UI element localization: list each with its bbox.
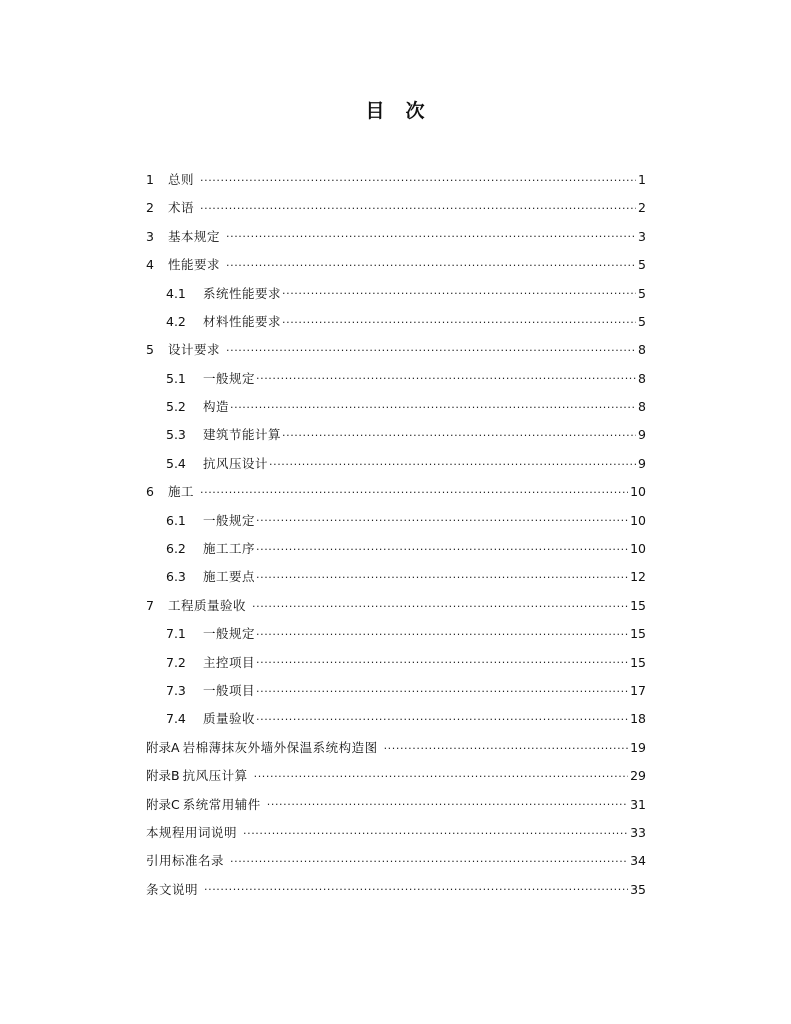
toc-entry-title: 岩棉薄抹灰外墙外保温系统构造图 [182, 739, 378, 755]
toc-entry-title: 系统性能要求 [203, 285, 282, 301]
toc-entry-page-number: 8 [638, 342, 646, 358]
toc-entry[interactable] [146, 194, 646, 222]
toc-entry-page-number: 29 [630, 768, 646, 784]
toc-entry-title: 施工工序 [203, 541, 256, 557]
toc-entry-title: 设计要求 [168, 342, 221, 358]
toc-entry-title: 一般项目 [203, 682, 256, 698]
toc-entry[interactable] [146, 251, 646, 279]
toc-entry[interactable] [146, 791, 646, 819]
toc-dot-leader [226, 260, 636, 271]
toc-dot-leader [256, 657, 628, 668]
toc-entry-page-number: 9 [638, 427, 646, 443]
toc-entry-title: 本规程用词说明 [146, 824, 238, 840]
toc-dot-leader [282, 288, 636, 299]
toc-entry-page-number: 5 [638, 257, 646, 273]
toc-entry-page-number: 34 [630, 853, 646, 869]
toc-entry[interactable] [146, 847, 646, 875]
toc-entry-number: 7 [146, 597, 154, 613]
toc-entry[interactable] [146, 478, 646, 506]
toc-entry-page-number: 18 [630, 711, 646, 727]
toc-dot-leader [226, 345, 636, 356]
toc-entry-page-number: 17 [630, 682, 646, 698]
toc-entry-title: 系统常用辅件 [182, 796, 261, 812]
toc-entry-title: 条文说明 [146, 881, 199, 897]
toc-entry-title: 构造 [203, 399, 230, 415]
toc-entry[interactable] [146, 166, 646, 194]
toc-entry-number: 7.2 [166, 654, 186, 670]
toc-entry-number: 6.3 [166, 569, 186, 585]
toc-entry-page-number: 10 [630, 541, 646, 557]
toc-entry-page-number: 19 [630, 739, 646, 755]
toc-dot-leader [226, 231, 636, 242]
toc-entry-page-number: 10 [630, 512, 646, 528]
toc-entry-number: 5.1 [166, 370, 186, 386]
toc-entry-number: 7.4 [166, 711, 186, 727]
toc-entry-page-number: 15 [630, 654, 646, 670]
toc-entry-title: 一般规定 [203, 370, 256, 386]
toc-dot-leader [256, 714, 628, 725]
toc-entry-number: 2 [146, 200, 154, 216]
toc-entry-number: 6 [146, 484, 154, 500]
toc-entry-title: 抗风压设计 [203, 455, 269, 471]
toc-entry-number: 5.4 [166, 455, 186, 471]
toc-dot-leader [200, 203, 636, 214]
toc-dot-leader [269, 459, 636, 470]
toc-dot-leader [230, 856, 628, 867]
toc-dot-leader [256, 515, 628, 526]
toc-entry-page-number: 8 [638, 399, 646, 415]
toc-entry-number: 1 [146, 171, 154, 187]
toc-entry-number: 附录A [146, 739, 180, 755]
toc-entry[interactable] [146, 677, 646, 705]
toc-entry-title: 性能要求 [168, 257, 221, 273]
toc-entry-page-number: 5 [638, 313, 646, 329]
toc-entry-page-number: 8 [638, 370, 646, 386]
toc-entry-title: 建筑节能计算 [203, 427, 282, 443]
toc-entry[interactable] [146, 308, 646, 336]
toc-entry-page-number: 9 [638, 455, 646, 471]
toc-entry-number: 6.2 [166, 541, 186, 557]
toc-entry-page-number: 12 [630, 569, 646, 585]
toc-dot-leader [256, 686, 628, 697]
toc-dot-leader [254, 771, 629, 782]
toc-entry-title: 术语 [168, 200, 195, 216]
toc-entry-title: 质量验收 [203, 711, 256, 727]
toc-entry[interactable] [146, 592, 646, 620]
toc-entry-page-number: 2 [638, 200, 646, 216]
toc-entry-page-number: 3 [638, 228, 646, 244]
toc-entry[interactable] [146, 393, 646, 421]
toc-entry-page-number: 1 [638, 171, 646, 187]
toc-dot-leader [267, 799, 628, 810]
toc-entry[interactable] [146, 223, 646, 251]
toc-dot-leader [256, 572, 628, 583]
toc-dot-leader [204, 884, 628, 895]
toc-entry-title: 主控项目 [203, 654, 256, 670]
toc-entry[interactable] [146, 563, 646, 591]
toc-dot-leader [200, 487, 628, 498]
toc-entry[interactable] [146, 507, 646, 535]
toc-entry-number: 7.1 [166, 626, 186, 642]
toc-entry-title: 材料性能要求 [203, 313, 282, 329]
toc-dot-leader [282, 430, 636, 441]
toc-entry-number: 4.1 [166, 285, 186, 301]
toc-entry-number: 附录C [146, 796, 180, 812]
toc-entry-title: 抗风压计算 [182, 768, 248, 784]
toc-entry[interactable] [146, 620, 646, 648]
page-title: 目 次 [365, 100, 426, 122]
toc-entry[interactable] [146, 762, 646, 790]
toc-entry-number: 3 [146, 228, 154, 244]
toc-dot-leader [384, 743, 629, 754]
toc-entry[interactable] [146, 649, 646, 677]
toc-entry[interactable] [146, 705, 646, 733]
toc-entry-page-number: 31 [630, 796, 646, 812]
toc-entry[interactable] [146, 734, 646, 762]
toc-entry-page-number: 10 [630, 484, 646, 500]
toc-entry-page-number: 15 [630, 626, 646, 642]
toc-entry-title: 一般规定 [203, 626, 256, 642]
toc-entry-number: 附录B [146, 768, 180, 784]
toc-entry-number: 4.2 [166, 313, 186, 329]
toc-dot-leader [256, 544, 628, 555]
toc-entry-title: 施工 [168, 484, 195, 500]
toc-entry-number: 4 [146, 257, 154, 273]
toc-entry-page-number: 33 [630, 824, 646, 840]
toc-entry-number: 7.3 [166, 682, 186, 698]
toc-entry[interactable] [146, 422, 646, 450]
toc-entry-page-number: 15 [630, 597, 646, 613]
toc-dot-leader [256, 629, 628, 640]
table-of-contents [146, 166, 646, 904]
toc-dot-leader [230, 402, 636, 413]
toc-entry-title: 一般规定 [203, 512, 256, 528]
toc-dot-leader [252, 601, 628, 612]
toc-dot-leader [243, 828, 628, 839]
toc-entry-number: 5.3 [166, 427, 186, 443]
toc-entry-number: 6.1 [166, 512, 186, 528]
toc-entry-title: 总则 [168, 171, 195, 187]
toc-dot-leader [200, 175, 636, 186]
toc-entry-title: 工程质量验收 [168, 597, 247, 613]
toc-entry[interactable] [146, 336, 646, 364]
toc-entry[interactable] [146, 450, 646, 478]
toc-entry[interactable] [146, 365, 646, 393]
toc-entry-title: 基本规定 [168, 228, 221, 244]
toc-entry-page-number: 35 [630, 881, 646, 897]
toc-entry-number: 5 [146, 342, 154, 358]
toc-entry[interactable] [146, 535, 646, 563]
toc-dot-leader [256, 373, 636, 384]
toc-entry[interactable] [146, 280, 646, 308]
toc-entry-page-number: 5 [638, 285, 646, 301]
toc-entry-title: 引用标准名录 [146, 853, 225, 869]
toc-entry[interactable] [146, 819, 646, 847]
toc-entry-number: 5.2 [166, 399, 186, 415]
toc-entry-title: 施工要点 [203, 569, 256, 585]
toc-dot-leader [282, 317, 636, 328]
toc-entry[interactable] [146, 876, 646, 904]
